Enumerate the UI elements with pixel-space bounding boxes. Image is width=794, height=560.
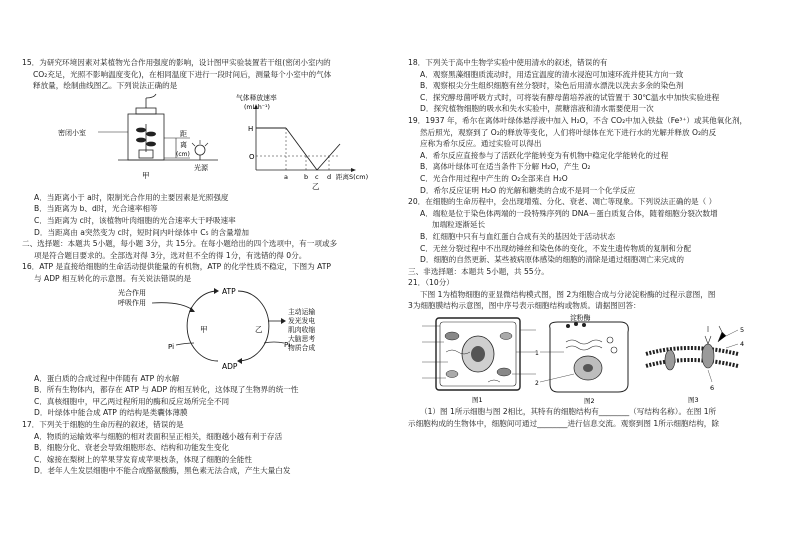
caption-fig2: 图2 [584,397,595,406]
fig3-label-4: 4 [740,340,745,349]
q18-stem: 18．下列关于高中生物学实验中使用清水的叙述，错误的有 [408,58,608,67]
plant-cell-figure [422,318,536,404]
label-light-source: 光源 [194,163,208,172]
q15-figure-svg [22,92,394,192]
right-column [408,0,780,429]
label-adp: ADP [222,361,238,371]
q15-stem-line-3: 释放量，绘制曲线图乙。下列说法正确的是 [33,81,178,91]
q20-option-a-line-1: A．端粒是位于染色体两端的一段特殊序列的 DNA－蛋白质复合体，随着细胞分裂次数增 [420,208,718,218]
caption-jia: 甲 [142,170,150,180]
q19-option-b: B．离体叶绿体可在适当条件下分解 H₂O，产生 O₂ [420,162,591,172]
graph-figure-yi [236,93,368,191]
q15-option-a: A．当距离小于 a时，限制光合作用的主要因素是光照强度 [34,192,229,202]
q19-stem-line-2: 然后照光，观察到了 O₂的释放等变化，人们将叶绿体在光下进行水的光解并释放 O₂的反 [420,127,717,137]
fig3-label-6: 6 [710,384,715,393]
q19-option-d: D．希尔反应证明 H₂O 的光解和糖类的合成不是同一个化学反应 [420,185,636,195]
q20-option-c: C．无丝分裂过程中不出现纺锤丝和染色体的变化，不发生遗传物质的复制和分配 [420,243,692,253]
q17-option-d: D．老年人生发层细胞中不能合成酪氨酸酶，黑色素无法合成，产生大量白发 [34,466,291,476]
label-jia: 甲 [200,324,208,334]
q16-option-d: D．叶绿体中能合成 ATP 的结构是类囊体薄膜 [34,408,188,418]
label-muscle-contraction: 肌肉收缩 [288,325,316,334]
section-2-line-2: 项是符合题目要求的。全部选对得 3分，选对但不全的得 1分，有选错的得 0分。 [34,250,307,260]
fig2-label-2: 2 [535,380,539,388]
q16-option-a: A．蛋白质的合成过程中伴随有 ATP 的水解 [34,373,180,383]
graph-xtick-d: d [327,172,332,181]
label-distance-1: 距 [180,129,187,138]
label-sealed-room: 密闭小室 [58,128,86,137]
q21-subquestion-1-line-2: 示细胞构成的生物体中，细胞间可通过________进行信息交流。观察到图 1所示细胞结构，除 [408,418,719,428]
q21-heading: 21．（10分） [408,278,454,288]
label-synthesis: 物质合成 [288,343,316,352]
q18-option-c: C．探究酵母菌呼吸方式时，可将装有酵母菌培养液的试管置于 30℃温水中加快实验进程 [420,92,720,102]
q19-stem-line-1: 19．1937 年，希尔在离体叶绿体悬浮液中加入 H₂O，不含 CO₂中加入铁盐（Fe³⁺）或其他氧化剂， [408,115,748,125]
q18-option-b: B．观察根尖分生组织细胞有丝分裂时，染色后用清水漂洗以洗去多余的染色剂 [420,81,684,91]
q18-option-d: D．探究植物细胞的吸水和失水实验中，蔗糖溶液和清水需要使用一次 [420,104,654,114]
graph-xtick-c: c [315,172,319,181]
left-column [22,0,394,477]
q20-option-a-line-2: 加端粒逐渐延长 [432,220,486,230]
q21-subquestion-1-line-1: （1）图 1所示细胞与图 2相比，其特有的细胞结构有________（写结构名称）。在图 1所 [420,407,717,417]
apparatus-figure-jia [58,94,218,180]
q15-figures [22,92,394,192]
cell-membrane-figure [646,326,744,404]
caption-fig3: 图3 [688,396,699,405]
q15-stem-line-2: CO₂充足，光照不影响温度变化)，在相同温度下进行一段时间后，测量每个小室中的气体 [33,69,332,79]
q15-option-d: D．当距离由 a突然变为 c时，短时间内叶绿体中 C₅ 的含量增加 [34,227,249,237]
graph-tick-o: O [249,152,255,161]
q16-option-b: B．所有生物体内，都存在 ATP 与 ADP 的相互转化，这体现了生物界的统一性 [34,385,299,395]
q16-stem-line-2: 与 ADP 相互转化的示意图。有关说法错误的是 [34,273,192,283]
label-pi-right: Pi [284,340,291,349]
graph-ylabel-1: 气体释放速率 [236,93,277,102]
section-2-line-1: 二、选择题：本题共 5小题，每小题 3分，共 15分。在每小题给出的四个选项中，有一项或多 [22,239,338,249]
label-yi: 乙 [255,324,263,334]
label-active-transport: 主动运输 [288,307,316,316]
label-luminescence: 发光发电 [288,316,316,325]
q17-option-b: B．细胞分化、衰老会导致细胞形态、结构和功能发生变化 [34,443,230,453]
graph-xlabel: 距离S(cm) [336,172,369,181]
label-respiration: 呼吸作用 [118,298,146,307]
q19-stem-line-3: 应称为希尔反应。通过实验可以得出 [420,139,542,149]
label-amylase: 淀粉酶 [570,314,591,323]
label-distance-unit: (cm) [176,150,190,158]
atp-adp-diagram [22,285,394,373]
q16-option-c: C．真核细胞中，甲乙两过程所用的酶和反应场所完全不同 [34,396,230,406]
q17-stem: 17．下列关于细胞的生命历程的叙述，错误的是 [22,419,184,429]
q20-option-d: D．细胞的自然更新、某些被病原体感染的细胞的清除是通过细胞凋亡来完成的 [420,255,685,265]
label-photosynthesis: 光合作用 [118,288,146,297]
graph-ylabel-2: (mL·h⁻¹) [244,103,270,111]
q19-option-c: C．光合作用过程中产生的 O₂全部来自 H₂O [420,173,568,183]
q20-stem: 20．在细胞的生命历程中，会出现增殖、分化、衰老、凋亡等现象。下列说法正确的是（ ） [408,197,717,207]
q21-figures [408,312,780,406]
atp-adp-svg [22,285,394,373]
q21-paragraph-line-2: 3为细胞膜结构示意图，图中序号表示细胞结构或物质。请据图回答： [408,301,641,311]
fig2-label-1: 1 [535,350,539,358]
q19-option-a: A．希尔反应直接参与了活跃化学能转变为有机物中稳定化学能转化的过程 [420,150,669,160]
label-atp: ATP [222,286,236,296]
fig3-label-5: 5 [740,326,745,335]
graph-xtick-a: a [284,172,288,181]
q21-paragraph-line-1: 下图 1为植物细胞的亚显微结构模式图，图 2为细胞合成与分泌淀粉酶的过程示意图，图 [420,289,716,299]
q21-figures-svg [408,312,780,406]
caption-yi: 乙 [312,181,320,191]
label-brain-thinking: 大脑思考 [288,334,316,343]
caption-fig1: 图1 [472,396,483,405]
graph-xtick-b: b [304,172,309,181]
q16-stem-line-1: 16．ATP 是直接给细胞的生命活动提供能量的有机物，ATP 的化学性质不稳定，下图为 ATP [22,262,331,272]
q15-option-b: B．当距离为 b、d时，光合速率相等 [34,204,158,214]
q15-stem-line-1: 15．为研究环境因素对某植物光合作用强度的影响，设计图甲实验装置若干组(密闭小室内的 [22,58,331,67]
label-distance-2: 离 [180,140,187,149]
label-pi-left: Pi [168,342,175,351]
q18-option-a: A．观察黑藻细胞质流动时，用适宜温度的清水浸泡可加速环流并使其方向一致 [420,69,684,79]
section-3-heading: 三、非选择题：本题共 5小题，共 55分。 [408,266,549,276]
q17-option-c: C．嫁接在梨树上的苹果芽发育成苹果枝条，体现了细胞的全能性 [34,454,252,464]
q15-option-c: C．当距离为 c时，该植物叶肉细胞的光合速率大于呼吸速率 [34,215,236,225]
graph-tick-h: H [248,124,254,133]
q20-option-b: B．红细胞中只有与血红蛋白合成有关的基因处于活动状态 [420,231,616,241]
secretory-cell-figure [535,313,628,405]
q17-option-a: A．物质的运输效率与细胞的相对表面积呈正相关，细胞越小越有利于存活 [34,431,283,441]
